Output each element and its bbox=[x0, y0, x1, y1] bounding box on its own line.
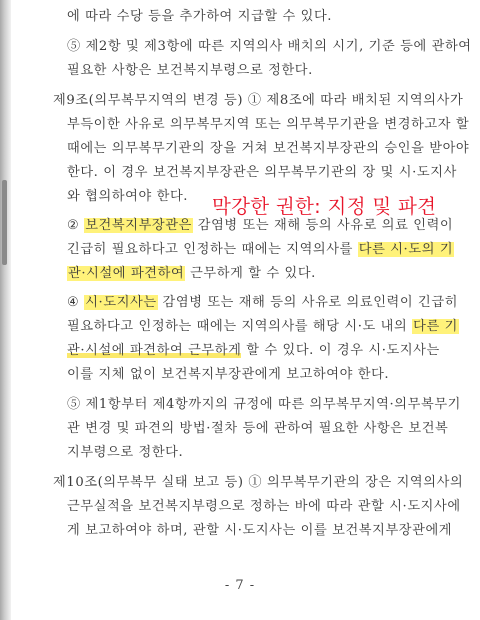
text-run: 이를 지체 없이 보건복지부장관에게 보고하여야 한다. bbox=[67, 367, 390, 382]
text-run: 에 따라 수당 등을 추가하여 지급할 수 있다. bbox=[67, 9, 333, 24]
text-run: 제9조(의무복무지역의 변경 등) ① 제8조에 따라 배치된 지역의사가 bbox=[53, 93, 464, 108]
highlighted-text: 관·시설에 파견하여 bbox=[68, 266, 185, 281]
text-line bbox=[67, 443, 183, 463]
highlighted-text: 다른 시·도의 기 bbox=[358, 242, 454, 257]
highlighted-text: 다른 기 bbox=[413, 319, 458, 334]
text-run: 관 변경 및 파견의 방법·절차 등에 관하여 필요한 사항은 보건복 bbox=[67, 421, 449, 436]
text-run: 한다. 이 경우 보건복지부장관은 의무복무기관의 장 및 시·도지사 bbox=[67, 165, 457, 180]
red-annotation-overlay: 막강한 권한: 지정 및 파견 bbox=[212, 195, 437, 218]
text-run: 와 협의하여야 한다. bbox=[67, 189, 189, 204]
text-line bbox=[67, 341, 440, 361]
text-run: 게 보고하여야 하며, 관할 시·도지사는 이를 보건복지부장관에게 bbox=[67, 523, 453, 538]
text-run: 필요하다고 인정하는 때에는 지역의사를 해당 시·도 내의 bbox=[67, 319, 413, 334]
text-line bbox=[67, 240, 454, 260]
text-line bbox=[67, 139, 469, 159]
text-run: 긴급히 필요하다고 인정하는 때에는 지역의사를 bbox=[67, 242, 358, 257]
highlighted-text: 시·도지사는 bbox=[85, 295, 157, 310]
text-run: 부득이한 사유로 의무복무지역 또는 의무복무기관을 변경하고자 할 bbox=[67, 117, 470, 132]
text-line bbox=[67, 264, 316, 284]
text-line bbox=[67, 115, 469, 135]
text-run: 필요한 사항은 보건복지부령으로 정한다. bbox=[67, 63, 313, 78]
text-run: 근무실적을 보건복지부령으로 정하는 바에 따라 관할 시·도지사에 bbox=[67, 499, 461, 514]
text-run: 때에는 의무복무기관의 장을 거쳐 보건복지부장관의 승인을 받아야 bbox=[67, 141, 470, 156]
text-run: 감염병 또는 재해 등의 사유로 의료인력이 긴급히 bbox=[157, 295, 459, 310]
text-line bbox=[67, 293, 458, 313]
text-run: 근무하게 할 수 있다. bbox=[185, 266, 316, 281]
text-line bbox=[67, 216, 453, 236]
highlighted-text: 보건복지부장관은 bbox=[85, 218, 192, 233]
text-line bbox=[67, 365, 389, 385]
text-line bbox=[53, 473, 463, 493]
text-run: ⑤ 제2항 및 제3항에 따른 지역의사 배치의 시기, 기준 등에 관하여 bbox=[67, 39, 472, 54]
text-line bbox=[67, 61, 313, 81]
text-run: 감염병 또는 재해 등의 사유로 의료 인력이 bbox=[192, 218, 454, 233]
text-line bbox=[67, 497, 461, 517]
text-line bbox=[67, 37, 472, 57]
text-line bbox=[67, 419, 448, 439]
text-line bbox=[67, 521, 452, 541]
text-run: 할 수 있다. 이 경우 시·도지사는 bbox=[241, 343, 440, 358]
underlined-text: 관·시설에 파견하여 근무하게 bbox=[67, 343, 242, 358]
text-line bbox=[67, 317, 459, 337]
text-run: ⑤ 제1항부터 제4항까지의 규정에 따른 의무복무지역·의무복무기 bbox=[67, 397, 461, 412]
text-run: ④ bbox=[67, 295, 85, 310]
text-line bbox=[67, 395, 461, 415]
text-line bbox=[53, 91, 463, 111]
text-run: 제10조(의무복무 실태 보고 등) ① 의무복무기관의 장은 지역의사의 bbox=[53, 475, 464, 490]
text-run: 지부령으로 정한다. bbox=[67, 445, 184, 460]
text-run: ② bbox=[67, 218, 85, 233]
text-line bbox=[67, 163, 457, 183]
page-number: - 7 - bbox=[224, 578, 256, 593]
text-line bbox=[67, 187, 188, 207]
text-line bbox=[67, 7, 332, 27]
